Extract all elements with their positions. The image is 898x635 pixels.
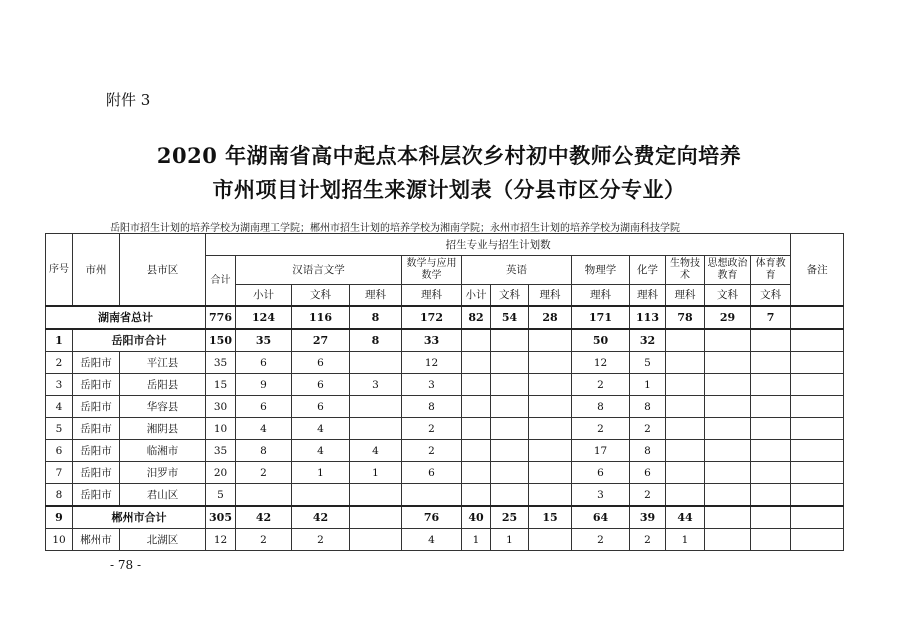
cell-math: 76 [402,506,462,529]
cell-chinese-subtotal: 9 [236,374,292,396]
enrollment-plan-table [45,233,844,551]
cell-chemistry: 1 [630,374,666,396]
header-chemistry: 化学 [630,256,666,285]
cell-biotech [666,329,705,352]
cell-chemistry: 8 [630,396,666,418]
cell-city: 岳阳市 [73,484,120,507]
cell-remark [791,374,844,396]
cell-english-arts: 1 [491,529,529,551]
cell-seq: 4 [46,396,73,418]
cell-pe [751,506,791,529]
cell-chinese-subtotal: 8 [236,440,292,462]
cell-city: 岳阳市 [73,396,120,418]
header-pe-arts: 文科 [751,285,791,307]
cell-chinese-science: 8 [350,329,402,352]
header-math: 数学与应用数学 [402,256,462,285]
cell-english-subtotal [462,462,491,484]
cell-chemistry: 2 [630,484,666,507]
cell-total: 305 [206,506,236,529]
cell-politics [705,506,751,529]
cell-chinese-subtotal: 4 [236,418,292,440]
cell-biotech [666,462,705,484]
cell-english-science [529,484,572,507]
cell-biotech [666,396,705,418]
cell-chinese-subtotal: 2 [236,529,292,551]
header-biotech-science: 理科 [666,285,705,307]
cell-county: 君山区 [120,484,206,507]
cell-chemistry: 2 [630,529,666,551]
cell-chinese-science [350,418,402,440]
cell-physics: 12 [572,352,630,374]
cell-county: 华容县 [120,396,206,418]
cell-math: 2 [402,418,462,440]
cell-math: 4 [402,529,462,551]
cell-english-subtotal [462,352,491,374]
cell-english-subtotal [462,440,491,462]
cell-english-subtotal: 40 [462,506,491,529]
cell-chinese-subtotal: 124 [236,306,292,329]
table-row-province-total [46,306,844,329]
cell-english-arts [491,418,529,440]
cell-chinese-arts: 4 [292,418,350,440]
cell-english-subtotal [462,329,491,352]
cell-math: 12 [402,352,462,374]
cell-seq: 7 [46,462,73,484]
cell-math: 6 [402,462,462,484]
cell-city: 岳阳市 [73,440,120,462]
cell-physics: 50 [572,329,630,352]
cell-county: 汨罗市 [120,462,206,484]
cell-english-science [529,374,572,396]
cell-physics: 6 [572,462,630,484]
cell-english-arts [491,484,529,507]
cell-chemistry: 113 [630,306,666,329]
document-title-line1: 2020 年湖南省高中起点本科层次乡村初中教师公费定向培养 [156,143,742,168]
cell-seq: 8 [46,484,73,507]
cell-total: 15 [206,374,236,396]
cell-english-science: 28 [529,306,572,329]
cell-english-science [529,440,572,462]
cell-pe [751,396,791,418]
cell-total: 150 [206,329,236,352]
page-number: - 78 - [110,558,142,572]
cell-physics: 3 [572,484,630,507]
table-row [46,352,844,374]
cell-pe: 7 [751,306,791,329]
cell-politics [705,374,751,396]
cell-biotech [666,352,705,374]
cell-chinese-arts: 2 [292,529,350,551]
cell-english-arts [491,462,529,484]
cell-english-arts [491,329,529,352]
cell-chemistry: 5 [630,352,666,374]
cell-chinese-arts: 1 [292,462,350,484]
cell-english-subtotal [462,418,491,440]
header-chinese-subtotal: 小计 [236,285,292,307]
cell-politics [705,418,751,440]
cell-pe [751,329,791,352]
table-row [46,440,844,462]
cell-county: 平江县 [120,352,206,374]
cell-english-science: 15 [529,506,572,529]
cell-math: 172 [402,306,462,329]
header-county: 县市区 [120,234,206,307]
cell-chinese-science [350,352,402,374]
cell-total: 30 [206,396,236,418]
cell-county: 临湘市 [120,440,206,462]
cell-chinese-subtotal: 6 [236,396,292,418]
row-label: 岳阳市合计 [73,329,206,352]
table-row-city-total [46,329,844,352]
cell-english-arts: 54 [491,306,529,329]
cell-remark [791,396,844,418]
cell-remark [791,329,844,352]
cell-chinese-science [350,529,402,551]
table-row [46,374,844,396]
cell-physics: 2 [572,418,630,440]
cell-pe [751,440,791,462]
cell-chinese-arts: 116 [292,306,350,329]
cell-biotech [666,484,705,507]
cell-chinese-science: 3 [350,374,402,396]
cell-remark [791,462,844,484]
table-row [46,529,844,551]
cell-seq: 1 [46,329,73,352]
cell-english-science [529,329,572,352]
cell-english-science [529,529,572,551]
cell-physics: 64 [572,506,630,529]
table-row [46,418,844,440]
cell-county: 北湖区 [120,529,206,551]
cell-english-science [529,396,572,418]
cell-english-subtotal [462,374,491,396]
cell-pe [751,418,791,440]
cell-total: 10 [206,418,236,440]
cell-english-subtotal [462,484,491,507]
header-english-arts: 文科 [491,285,529,307]
cell-english-subtotal: 82 [462,306,491,329]
cell-chinese-subtotal: 2 [236,462,292,484]
header-math-science: 理科 [402,285,462,307]
cell-biotech [666,418,705,440]
cell-chinese-arts: 27 [292,329,350,352]
cell-total: 20 [206,462,236,484]
cell-remark [791,352,844,374]
cell-chinese-arts: 4 [292,440,350,462]
cell-remark [791,440,844,462]
cell-biotech [666,440,705,462]
cell-chinese-science [350,396,402,418]
cell-politics [705,352,751,374]
cell-chinese-science [350,484,402,507]
cell-remark [791,484,844,507]
cell-remark [791,529,844,551]
cell-math [402,484,462,507]
cell-biotech: 78 [666,306,705,329]
row-label: 郴州市合计 [73,506,206,529]
cell-total: 35 [206,440,236,462]
cell-remark [791,418,844,440]
cell-physics: 2 [572,529,630,551]
header-chinese-arts: 文科 [292,285,350,307]
cell-politics [705,440,751,462]
header-pe: 体育教育 [751,256,791,285]
row-label: 湖南省总计 [46,306,206,329]
header-physics-science: 理科 [572,285,630,307]
header-english-subtotal: 小计 [462,285,491,307]
cell-biotech [666,374,705,396]
cell-chinese-subtotal [236,484,292,507]
cell-seq: 3 [46,374,73,396]
cell-total: 35 [206,352,236,374]
cell-physics: 2 [572,374,630,396]
cell-chemistry: 32 [630,329,666,352]
cell-county: 湘阴县 [120,418,206,440]
cell-city: 岳阳市 [73,352,120,374]
cell-city: 岳阳市 [73,374,120,396]
cell-seq: 6 [46,440,73,462]
cell-english-science [529,418,572,440]
header-city: 市州 [73,234,120,307]
table-row-city-total [46,506,844,529]
cell-math: 2 [402,440,462,462]
cell-pe [751,374,791,396]
cell-chinese-subtotal: 42 [236,506,292,529]
training-school-note: 岳阳市招生计划的培养学校为湖南理工学院；郴州市招生计划的培养学校为湘南学院；永州市招生计划的培养学校为湖南科技学院 [110,223,680,234]
cell-politics [705,462,751,484]
header-row-1 [46,234,844,256]
cell-chemistry: 6 [630,462,666,484]
cell-chemistry: 39 [630,506,666,529]
cell-pe [751,484,791,507]
cell-chemistry: 2 [630,418,666,440]
cell-politics: 29 [705,306,751,329]
cell-chinese-arts: 6 [292,352,350,374]
cell-pe [751,529,791,551]
cell-chinese-science: 8 [350,306,402,329]
header-english: 英语 [462,256,572,285]
header-total: 合计 [206,256,236,307]
header-chemistry-science: 理科 [630,285,666,307]
cell-chinese-arts: 42 [292,506,350,529]
annex-label: 附件 3 [106,91,151,109]
cell-city: 岳阳市 [73,462,120,484]
header-chinese-science: 理科 [350,285,402,307]
header-major-group: 招生专业与招生计划数 [206,234,791,256]
cell-seq: 10 [46,529,73,551]
cell-physics: 17 [572,440,630,462]
document-title-line2: 市州项目计划招生来源计划表（分县市区分专业） [212,177,686,202]
cell-english-arts [491,352,529,374]
cell-chinese-science: 1 [350,462,402,484]
cell-english-science [529,462,572,484]
cell-politics [705,329,751,352]
cell-english-subtotal [462,396,491,418]
cell-biotech: 1 [666,529,705,551]
header-remark: 备注 [791,234,844,307]
cell-chinese-subtotal: 6 [236,352,292,374]
cell-seq: 5 [46,418,73,440]
cell-politics [705,484,751,507]
cell-politics [705,396,751,418]
header-chinese: 汉语言文学 [236,256,402,285]
cell-chinese-arts: 6 [292,396,350,418]
cell-english-science [529,352,572,374]
cell-city: 郴州市 [73,529,120,551]
cell-remark [791,306,844,329]
cell-english-arts: 25 [491,506,529,529]
cell-english-arts [491,396,529,418]
cell-math: 8 [402,396,462,418]
cell-total: 12 [206,529,236,551]
header-biotech: 生物技术 [666,256,705,285]
cell-math: 3 [402,374,462,396]
cell-english-arts [491,440,529,462]
cell-total: 776 [206,306,236,329]
cell-chinese-arts [292,484,350,507]
cell-total: 5 [206,484,236,507]
cell-seq: 9 [46,506,73,529]
cell-pe [751,352,791,374]
cell-politics [705,529,751,551]
cell-chinese-science: 4 [350,440,402,462]
cell-math: 33 [402,329,462,352]
cell-county: 岳阳县 [120,374,206,396]
table-row [46,396,844,418]
header-english-science: 理科 [529,285,572,307]
cell-english-arts [491,374,529,396]
cell-chinese-arts: 6 [292,374,350,396]
header-seq: 序号 [46,234,73,307]
table-row [46,484,844,507]
cell-remark [791,506,844,529]
cell-chinese-science [350,506,402,529]
cell-pe [751,462,791,484]
cell-physics: 8 [572,396,630,418]
cell-seq: 2 [46,352,73,374]
cell-chinese-subtotal: 35 [236,329,292,352]
cell-city: 岳阳市 [73,418,120,440]
cell-physics: 171 [572,306,630,329]
cell-biotech: 44 [666,506,705,529]
header-physics: 物理学 [572,256,630,285]
cell-chemistry: 8 [630,440,666,462]
header-politics-arts: 文科 [705,285,751,307]
table-row [46,462,844,484]
cell-english-subtotal: 1 [462,529,491,551]
header-politics: 思想政治教育 [705,256,751,285]
